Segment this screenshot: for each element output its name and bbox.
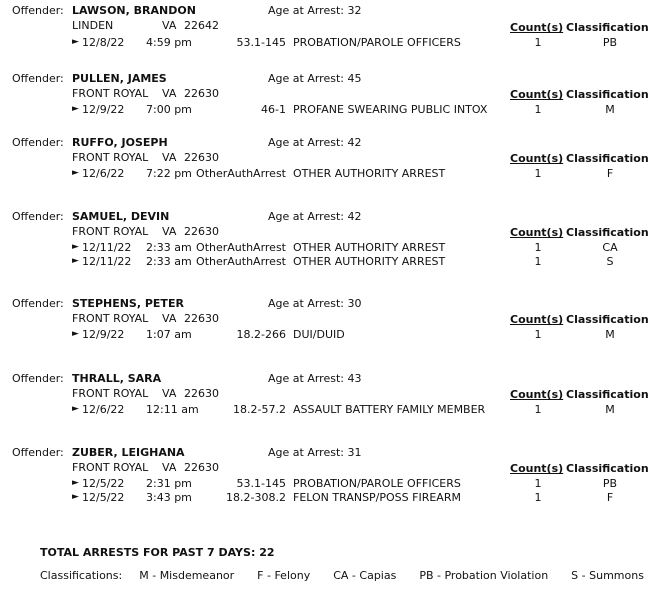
charge-description: PROFANE SWEARING PUBLIC INTOX bbox=[293, 103, 488, 116]
offender-label: Offender: bbox=[12, 4, 64, 17]
offender-zip: 22630 bbox=[184, 387, 219, 400]
bullet-icon: ► bbox=[72, 256, 79, 266]
charge-date: 12/6/22 bbox=[82, 167, 125, 180]
charge-description: PROBATION/PAROLE OFFICERS bbox=[293, 477, 461, 490]
age-label: Age at Arrest: bbox=[268, 4, 344, 17]
counts-header: Count(s) bbox=[510, 21, 564, 34]
charge-time: 4:59 pm bbox=[146, 36, 192, 49]
charge-description: OTHER AUTHORITY ARREST bbox=[293, 255, 446, 268]
offender-zip: 22630 bbox=[184, 461, 219, 474]
charge-date: 12/11/22 bbox=[82, 255, 132, 268]
offender-city: FRONT ROYAL bbox=[72, 87, 149, 100]
offender-zip: 22630 bbox=[184, 87, 219, 100]
offender-name: RUFFO, JOSEPH bbox=[72, 136, 168, 149]
offender-name: LAWSON, BRANDON bbox=[72, 4, 196, 17]
offender-zip: 22630 bbox=[184, 151, 219, 164]
age-value: 42 bbox=[347, 136, 362, 149]
charge-count: 1 bbox=[534, 167, 542, 180]
charge-code: 53.1-145 bbox=[236, 477, 286, 490]
charge-count: 1 bbox=[534, 328, 542, 341]
charge-description: ASSAULT BATTERY FAMILY MEMBER bbox=[293, 403, 486, 416]
charge-time: 12:11 am bbox=[146, 403, 199, 416]
age-at-arrest bbox=[268, 372, 361, 385]
classification-header: Classification bbox=[566, 226, 649, 239]
charge-classification: F bbox=[606, 167, 614, 180]
charge-code: 18.2-57.2 bbox=[233, 403, 286, 416]
offender-city: FRONT ROYAL bbox=[72, 225, 149, 238]
age-at-arrest bbox=[268, 297, 361, 310]
bullet-icon: ► bbox=[72, 168, 79, 178]
charge-code: OtherAuthArrest bbox=[196, 167, 286, 180]
offender-zip: 22642 bbox=[184, 19, 219, 32]
classification-header: Classification bbox=[566, 21, 649, 34]
offender-name: ZUBER, LEIGHANA bbox=[72, 446, 185, 459]
charge-count: 1 bbox=[534, 103, 542, 116]
legend-item-s: S - Summons bbox=[571, 569, 644, 582]
charge-time: 7:00 pm bbox=[146, 103, 192, 116]
charge-time: 1:07 am bbox=[146, 328, 192, 341]
age-value: 30 bbox=[347, 297, 362, 310]
offender-city: FRONT ROYAL bbox=[72, 312, 149, 325]
offender-city: FRONT ROYAL bbox=[72, 151, 149, 164]
counts-header: Count(s) bbox=[510, 152, 564, 165]
offender-state: VA bbox=[162, 151, 177, 164]
age-value: 42 bbox=[347, 210, 362, 223]
charge-count: 1 bbox=[534, 36, 542, 49]
bullet-icon: ► bbox=[72, 478, 79, 488]
charge-code: OtherAuthArrest bbox=[196, 255, 286, 268]
offender-city: LINDEN bbox=[72, 19, 114, 32]
age-label: Age at Arrest: bbox=[268, 446, 344, 459]
age-label: Age at Arrest: bbox=[268, 72, 344, 85]
age-at-arrest bbox=[268, 210, 361, 223]
charge-count: 1 bbox=[534, 255, 542, 268]
age-value: 32 bbox=[347, 4, 362, 17]
legend-item-m: M - Misdemeanor bbox=[139, 569, 235, 582]
age-value: 45 bbox=[347, 72, 362, 85]
bullet-icon: ► bbox=[72, 104, 79, 114]
charge-time: 7:22 pm bbox=[146, 167, 192, 180]
classification-header: Classification bbox=[566, 313, 649, 326]
charge-classification: M bbox=[605, 403, 615, 416]
offender-label: Offender: bbox=[12, 136, 64, 149]
offender-name: STEPHENS, PETER bbox=[72, 297, 184, 310]
charge-count: 1 bbox=[534, 477, 542, 490]
legend-label: Classifications: bbox=[40, 569, 123, 582]
offender-state: VA bbox=[162, 461, 177, 474]
bullet-icon: ► bbox=[72, 492, 79, 502]
bullet-icon: ► bbox=[72, 329, 79, 339]
age-at-arrest bbox=[268, 72, 361, 85]
offender-city: FRONT ROYAL bbox=[72, 387, 149, 400]
legend-item-pb: PB - Probation Violation bbox=[419, 569, 549, 582]
offender-state: VA bbox=[162, 225, 177, 238]
age-at-arrest bbox=[268, 4, 361, 17]
offender-state: VA bbox=[162, 387, 177, 400]
charge-date: 12/11/22 bbox=[82, 241, 132, 254]
charge-classification: F bbox=[606, 491, 614, 504]
charge-description: OTHER AUTHORITY ARREST bbox=[293, 241, 446, 254]
charge-date: 12/6/22 bbox=[82, 403, 125, 416]
charge-code: 46-1 bbox=[261, 103, 286, 116]
charge-count: 1 bbox=[534, 491, 542, 504]
offender-name: PULLEN, JAMES bbox=[72, 72, 167, 85]
charge-classification: PB bbox=[602, 36, 618, 49]
classification-header: Classification bbox=[566, 152, 649, 165]
charge-description: OTHER AUTHORITY ARREST bbox=[293, 167, 446, 180]
charge-classification: S bbox=[606, 255, 614, 268]
age-label: Age at Arrest: bbox=[268, 297, 344, 310]
bullet-icon: ► bbox=[72, 37, 79, 47]
charge-description: PROBATION/PAROLE OFFICERS bbox=[293, 36, 461, 49]
legend-item-f: F - Felony bbox=[257, 569, 311, 582]
counts-header: Count(s) bbox=[510, 462, 564, 475]
offender-city: FRONT ROYAL bbox=[72, 461, 149, 474]
offender-name: SAMUEL, DEVIN bbox=[72, 210, 170, 223]
classification-header: Classification bbox=[566, 88, 649, 101]
classification-header: Classification bbox=[566, 388, 649, 401]
offender-state: VA bbox=[162, 87, 177, 100]
charge-code: 18.2-308.2 bbox=[226, 491, 286, 504]
offender-name: THRALL, SARA bbox=[72, 372, 162, 385]
bullet-icon: ► bbox=[72, 404, 79, 414]
age-at-arrest bbox=[268, 136, 361, 149]
charge-classification: M bbox=[605, 103, 615, 116]
charge-time: 2:31 pm bbox=[146, 477, 192, 490]
age-value: 43 bbox=[347, 372, 362, 385]
charge-code: 53.1-145 bbox=[236, 36, 286, 49]
counts-header: Count(s) bbox=[510, 313, 564, 326]
offender-label: Offender: bbox=[12, 297, 64, 310]
offender-state: VA bbox=[162, 19, 177, 32]
counts-header: Count(s) bbox=[510, 226, 564, 239]
charge-time: 3:43 pm bbox=[146, 491, 192, 504]
total-arrests bbox=[40, 546, 275, 559]
charge-count: 1 bbox=[534, 241, 542, 254]
charge-description: FELON TRANSP/POSS FIREARM bbox=[293, 491, 461, 504]
counts-header: Count(s) bbox=[510, 388, 564, 401]
charge-classification: M bbox=[605, 328, 615, 341]
charge-count: 1 bbox=[534, 403, 542, 416]
age-label: Age at Arrest: bbox=[268, 136, 344, 149]
counts-header: Count(s) bbox=[510, 88, 564, 101]
age-value: 31 bbox=[347, 446, 362, 459]
charge-time: 2:33 am bbox=[146, 255, 192, 268]
charge-description: DUI/DUID bbox=[293, 328, 345, 341]
charge-date: 12/8/22 bbox=[82, 36, 125, 49]
age-at-arrest bbox=[268, 446, 361, 459]
charge-code: 18.2-266 bbox=[236, 328, 286, 341]
classification-legend bbox=[40, 569, 650, 582]
offender-state: VA bbox=[162, 312, 177, 325]
charge-classification: CA bbox=[602, 241, 618, 254]
charge-date: 12/9/22 bbox=[82, 328, 125, 341]
charge-time: 2:33 am bbox=[146, 241, 192, 254]
charge-classification: PB bbox=[602, 477, 618, 490]
charge-date: 12/9/22 bbox=[82, 103, 125, 116]
charge-date: 12/5/22 bbox=[82, 491, 125, 504]
classification-header: Classification bbox=[566, 462, 649, 475]
offender-label: Offender: bbox=[12, 210, 64, 223]
charge-date: 12/5/22 bbox=[82, 477, 125, 490]
offender-label: Offender: bbox=[12, 72, 64, 85]
legend-item-ca: CA - Capias bbox=[333, 569, 397, 582]
total-label: TOTAL ARRESTS FOR PAST 7 DAYS: bbox=[40, 546, 256, 559]
bullet-icon: ► bbox=[72, 242, 79, 252]
total-value: 22 bbox=[259, 546, 275, 559]
age-label: Age at Arrest: bbox=[268, 210, 344, 223]
offender-label: Offender: bbox=[12, 446, 64, 459]
offender-zip: 22630 bbox=[184, 312, 219, 325]
charge-code: OtherAuthArrest bbox=[196, 241, 286, 254]
offender-label: Offender: bbox=[12, 372, 64, 385]
offender-zip: 22630 bbox=[184, 225, 219, 238]
age-label: Age at Arrest: bbox=[268, 372, 344, 385]
